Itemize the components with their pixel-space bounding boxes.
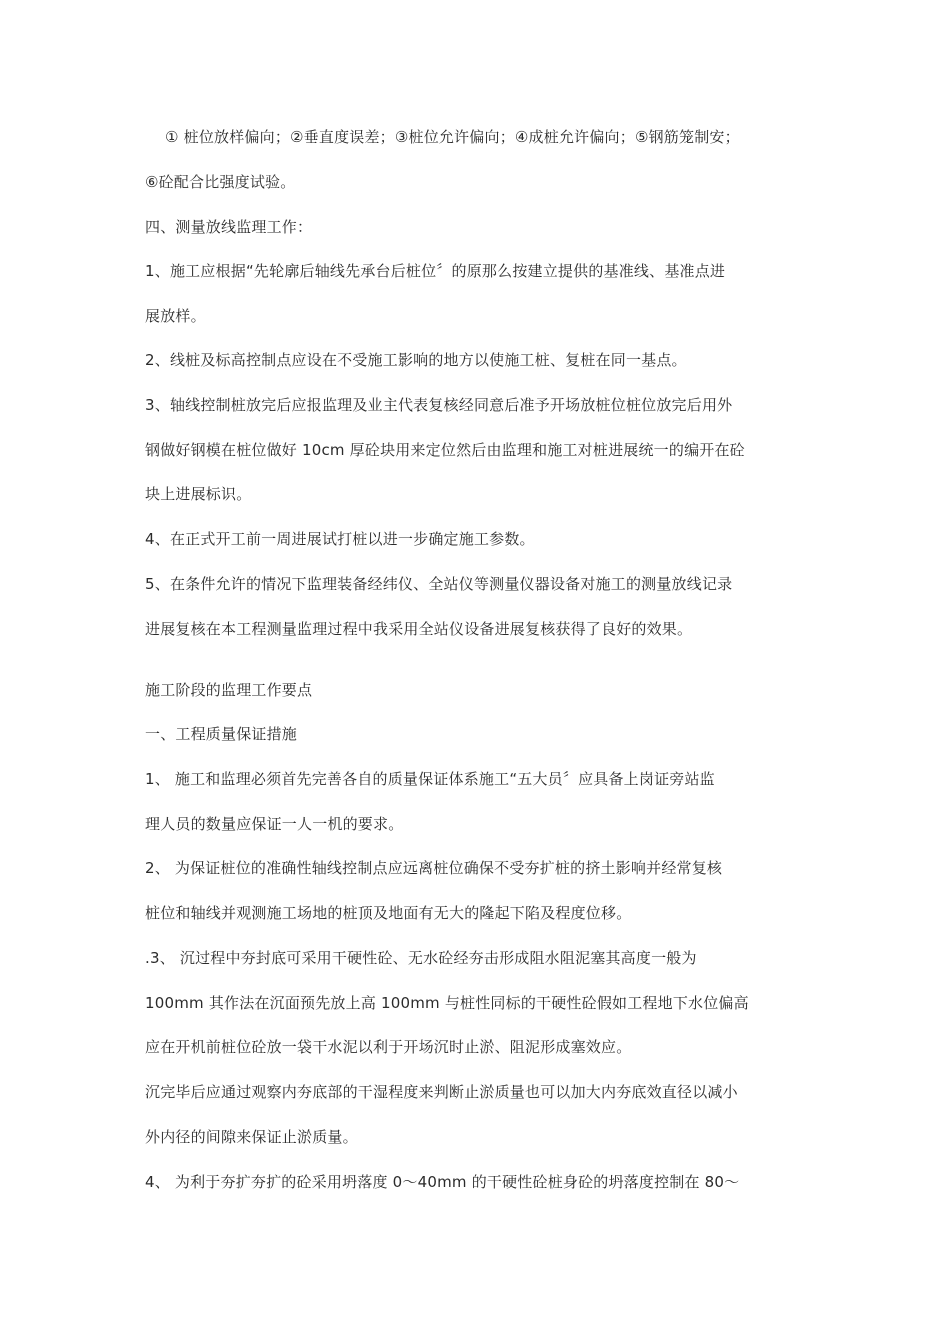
text-line-17: 2、 为保证桩位的准确性轴线控制点应远离桩位确保不受夯扩桩的挤土影响并经常复核	[145, 859, 723, 877]
text-line-4: 1、施工应根据“先轮廓后轴线先承台后桩位〞的原那么按建立提供的基准线、基准点进	[145, 262, 726, 280]
text-line-18: 桩位和轴线并观测施工场地的桩顶及地面有无大的隆起下陷及程度位移。	[145, 904, 632, 922]
text-line-1: ① 桩位放样偏向；②垂直度误差；③桩位允许偏向；④成桩允许偏向；⑤钢筋笼制安；	[165, 128, 740, 146]
text-line-20: 100mm 其作法在沉面预先放上高 100mm 与桩性同标的干硬性砼假如工程地下水位偏高	[145, 994, 749, 1012]
text-line-11: 5、在条件允许的情况下监理装备经纬仪、全站仪等测量仪器设备对施工的测量放线记录	[145, 575, 733, 593]
section-heading-quality: 一、工程质量保证措施	[145, 725, 298, 743]
text-line-8: 钢做好钢模在桩位做好 10cm 厚砼块用来定位然后由监理和施工对桩进展统一的编开在砼	[145, 441, 745, 459]
section-heading-construction: 施工阶段的监理工作要点	[145, 681, 313, 699]
text-line-23: 外内径的间隙来保证止淤质量。	[145, 1128, 358, 1146]
text-line-15: 1、 施工和监理必须首先完善各自的质量保证体系施工“五大员〞应具备上岗证旁站监	[145, 770, 715, 788]
text-line-7: 3、轴线控制桩放完后应报监理及业主代表复核经同意后准予开场放桩位桩位放完后用外	[145, 396, 733, 414]
text-line-19: .3、 沉过程中夯封底可采用干硬性砼、无水砼经夯击形成阻水阻泥塞其高度一般为	[145, 949, 697, 967]
text-line-9: 块上进展标识。	[145, 485, 252, 503]
text-line-2: ⑥砼配合比强度试验。	[145, 173, 296, 191]
text-line-6: 2、线桩及标高控制点应设在不受施工影响的地方以使施工桩、复桩在同一基点。	[145, 351, 687, 369]
section-heading-survey: 四、测量放线监理工作：	[145, 218, 313, 236]
text-line-5: 展放样。	[145, 307, 206, 325]
text-line-10: 4、在正式开工前一周进展试打桩以进一步确定施工参数。	[145, 530, 535, 548]
text-line-12: 进展复核在本工程测量监理过程中我采用全站仪设备进展复核获得了良好的效果。	[145, 620, 693, 638]
text-line-21: 应在开机前桩位砼放一袋干水泥以利于开场沉时止淤、阻泥形成塞效应。	[145, 1038, 632, 1056]
text-line-16: 理人员的数量应保证一人一机的要求。	[145, 815, 404, 833]
text-line-22: 沉完毕后应通过观察内夯底部的干湿程度来判断止淤质量也可以加大内夯底效直径以减小	[145, 1083, 738, 1101]
text-line-24: 4、 为利于夯扩夯扩的砼采用坍落度 0～40mm 的干硬性砼桩身砼的坍落度控制在 80～	[145, 1173, 740, 1191]
